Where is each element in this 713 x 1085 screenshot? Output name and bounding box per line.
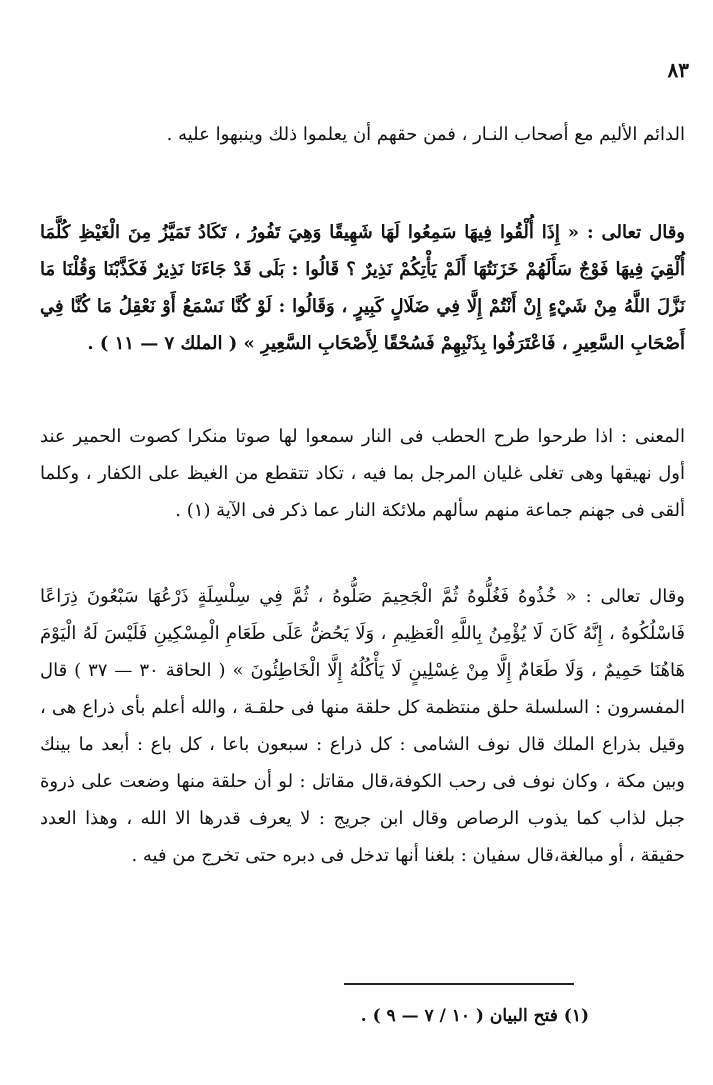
page-number: ٨٣ xyxy=(667,58,689,82)
footnote: (١) فتح البيان ( ١٠ / ٧ — ٩ ) . xyxy=(360,1006,589,1026)
paragraph-meaning: المعنى : اذا طرحوا طرح الحطب فى النار سمعوا لها صوتا منكرا كصوت الحمير عند أول نهيقها وهى تغلى غليان المرجل بما فيه ، تكاد تتقطع من الغيظ على الكفار ، وكلما ألقى فى جهنم جماعة منهم سألهم ملائكة النار عما ذكر فى الآية (١) . xyxy=(40,426,685,521)
paragraph-1: الدائم الأليم مع أصحاب النـار ، فمن حقهم أن يعلموا ذلك وينبهوا عليه . xyxy=(166,124,685,145)
paragraph-quran-al-mulk: وقال تعالى : « إِذَا أُلْقُوا فِيهَا سَمِعُوا لَهَا شَهِيقًا وَهِيَ تَفُورُ ، تَكَادُ تَمَيَّزُ مِنَ الْغَيْظِ كُلَّمَا أُلْقِيَ فِيهَا فَوْجٌ سَأَلَهُمْ خَزَنَتُهَا أَلَمْ يَأْتِكُمْ نَذِيرٌ ؟ قَالُوا : بَلَى قَدْ جَاءَنَا نَذِيرٌ فَكَذَّبْنَا وَقُلْنَا مَا نَزَّلَ اللَّهُ مِنْ شَيْءٍ إِنْ أَنْتُمْ إِلَّا فِي ضَلَالٍ كَبِيرٍ ، وَقَالُوا : لَوْ كُنَّا نَسْمَعُ أَوْ نَعْقِلُ مَا كُنَّا فِي أَصْحَابِ السَّعِيرِ ، فَاعْتَرَفُوا بِذَنْبِهِمْ فَسُحْقًا لِأَصْحَابِ السَّعِيرِ » ( الملك ٧ — ١١ ) . xyxy=(40,222,685,354)
paragraph-quran-al-haqqa: وقال تعالى : « خُذُوهُ فَغُلُّوهُ ثُمَّ الْجَحِيمَ صَلُّوهُ ، ثُمَّ فِي سِلْسِلَةٍ ذَرْعُهَا سَبْعُونَ ذِرَاعًا فَاسْلُكُوهُ ، إِنَّهُ كَانَ لَا يُؤْمِنُ بِاللَّهِ الْعَظِيمِ ، وَلَا يَحُضُّ عَلَى طَعَامِ الْمِسْكِينِ فَلَيْسَ لَهُ الْيَوْمَ هَاهُنَا حَمِيمٌ ، وَلَا طَعَامٌ إِلَّا مِنْ غِسْلِينٍ لَا يَأْكُلُهُ إِلَّا الْخَاطِئُونَ » ( الحاقة ٣٠ — ٣٧ ) قال المفسرون : السلسلة حلق منتظمة كل حلقة منها فى حلقـة ، والله أعلم بأى ذراع هى ، وقيل بذراع الملك قال نوف الشامى : كل ذراع : سبعون باعا ، كل باع : أبعد ما بينك وبين مكة ، وكان نوف فى رحب الكوفة،قال مقاتل : لو أن حلقة منها وضعت على ذروة جبل لذاب كما يذوب الرصاص وقال ابن جريج : لا يعرف قدرها الا الله ، وهذا العدد حقيقة ، أو مبالغة،قال سفيان : بلغنا أنها تدخل فى دبره حتى تخرج من فيه . xyxy=(40,586,685,866)
footnote-divider xyxy=(344,983,574,985)
